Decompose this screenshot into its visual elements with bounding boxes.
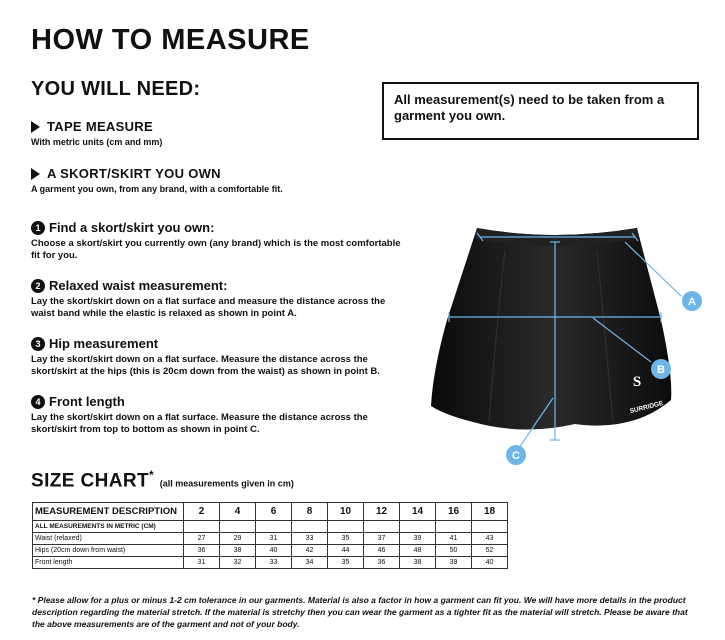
- point-a-label: A: [688, 296, 696, 308]
- skirt-body: [431, 228, 671, 430]
- step-4: [31, 394, 411, 436]
- step-text: Lay the skort/skirt down on a flat surface and measure the distance across the waist band while the elastic is relaxed as shown in point A.: [31, 296, 386, 319]
- table-row: [33, 557, 508, 569]
- cell: 38: [220, 545, 256, 557]
- cell: 40: [472, 557, 508, 569]
- cell: 48: [400, 545, 436, 557]
- page-title: HOW TO MEASURE: [31, 24, 310, 56]
- point-a-marker: [682, 291, 702, 311]
- subheader-label: ALL MEASUREMENTS IN METRIC (CM): [33, 521, 184, 533]
- cell: 32: [220, 557, 256, 569]
- step-title: Front length: [49, 394, 125, 409]
- step-3: [31, 336, 411, 378]
- step-title: Relaxed waist measurement:: [49, 278, 228, 293]
- size-header: 12: [364, 503, 400, 521]
- need-sub: With metric units (cm and mm): [31, 137, 163, 147]
- size-header: 16: [436, 503, 472, 521]
- table-row: [33, 545, 508, 557]
- step-title: Find a skort/skirt you own:: [49, 220, 215, 235]
- row-label: Waist (relaxed): [33, 533, 184, 545]
- cell: 41: [436, 533, 472, 545]
- step-number: 4: [31, 395, 45, 409]
- cell: 33: [292, 533, 328, 545]
- cell: 35: [328, 533, 364, 545]
- cell: 38: [400, 557, 436, 569]
- need-skort: [31, 166, 283, 194]
- step-number: 1: [31, 221, 45, 235]
- cell: 46: [364, 545, 400, 557]
- step-number: 2: [31, 279, 45, 293]
- point-b-marker: [651, 359, 671, 379]
- svg-text:S: S: [632, 374, 642, 390]
- cell: 36: [184, 545, 220, 557]
- cell: 39: [436, 557, 472, 569]
- skirt-diagram: [425, 210, 715, 470]
- need-tape-measure: [31, 119, 162, 147]
- size-header: 10: [328, 503, 364, 521]
- size-chart-note: (all measurements given in cm): [159, 478, 294, 489]
- cell: 43: [472, 533, 508, 545]
- cell: 36: [364, 557, 400, 569]
- step-number: 3: [31, 337, 45, 351]
- cell: 33: [256, 557, 292, 569]
- play-arrow-icon: [31, 168, 40, 180]
- cell: 35: [328, 557, 364, 569]
- row-label: Hips (20cm down from waist): [33, 545, 184, 557]
- cell: 39: [400, 533, 436, 545]
- size-chart-table: [32, 502, 508, 569]
- cell: 44: [328, 545, 364, 557]
- size-header: 6: [256, 503, 292, 521]
- need-title: A SKORT/SKIRT YOU OWN: [47, 166, 221, 181]
- point-b-label: B: [657, 364, 665, 376]
- step-text: Lay the skort/skirt down on a flat surface. Measure the distance across the skort/skirt at the hips (this is 20cm down from the waist) as shown in point B.: [31, 354, 380, 377]
- step-text: Choose a skort/skirt you currently own (any brand) which is the most comfortable fit for you.: [31, 238, 401, 261]
- footnote: * Please allow for a plus or minus 1-2 cm tolerance in our garments. Material is also a factor in how a garment can fit you. We will have more details in the product description regarding the material stretch. If the material is stretchy then you can wear the garment as a tighter fit as the material will stretch. Please be aware that the above measurements are of the garment and not of your body.: [32, 595, 688, 629]
- size-header: 14: [400, 503, 436, 521]
- point-c-marker: [506, 445, 526, 465]
- row-label: Front length: [33, 557, 184, 569]
- size-chart-heading: [31, 468, 294, 492]
- table-subheader-row: [33, 521, 508, 533]
- cell: 40: [256, 545, 292, 557]
- need-sub: A garment you own, from any brand, with a comfortable fit.: [31, 184, 283, 194]
- cell: 34: [292, 557, 328, 569]
- size-header: 8: [292, 503, 328, 521]
- brand-name: SURRIDGE: [629, 399, 665, 416]
- cell: 42: [292, 545, 328, 557]
- point-c-label: C: [512, 450, 520, 462]
- cell: 27: [184, 533, 220, 545]
- step-title: Hip measurement: [49, 336, 159, 351]
- notice-box: All measurement(s) need to be taken from a garment you own.: [382, 82, 699, 140]
- size-header: 18: [472, 503, 508, 521]
- play-arrow-icon: [31, 121, 40, 133]
- step-2: [31, 278, 411, 320]
- cell: 52: [472, 545, 508, 557]
- cell: 31: [256, 533, 292, 545]
- step-1: [31, 220, 411, 262]
- size-chart-title: SIZE CHART: [31, 470, 149, 492]
- need-title: TAPE MEASURE: [47, 119, 153, 134]
- size-header: 4: [220, 503, 256, 521]
- cell: 29: [220, 533, 256, 545]
- you-will-need-heading: YOU WILL NEED:: [31, 78, 201, 100]
- cell: 37: [364, 533, 400, 545]
- header-label: MEASUREMENT DESCRIPTION: [33, 503, 184, 521]
- cell: 50: [436, 545, 472, 557]
- table-header-row: [33, 503, 508, 521]
- step-text: Lay the skort/skirt down on a flat surface. Measure the distance across the skort/skirt from top to bottom as shown in point C.: [31, 412, 368, 435]
- cell: 31: [184, 557, 220, 569]
- table-row: [33, 533, 508, 545]
- asterisk: *: [149, 468, 155, 482]
- size-header: 2: [184, 503, 220, 521]
